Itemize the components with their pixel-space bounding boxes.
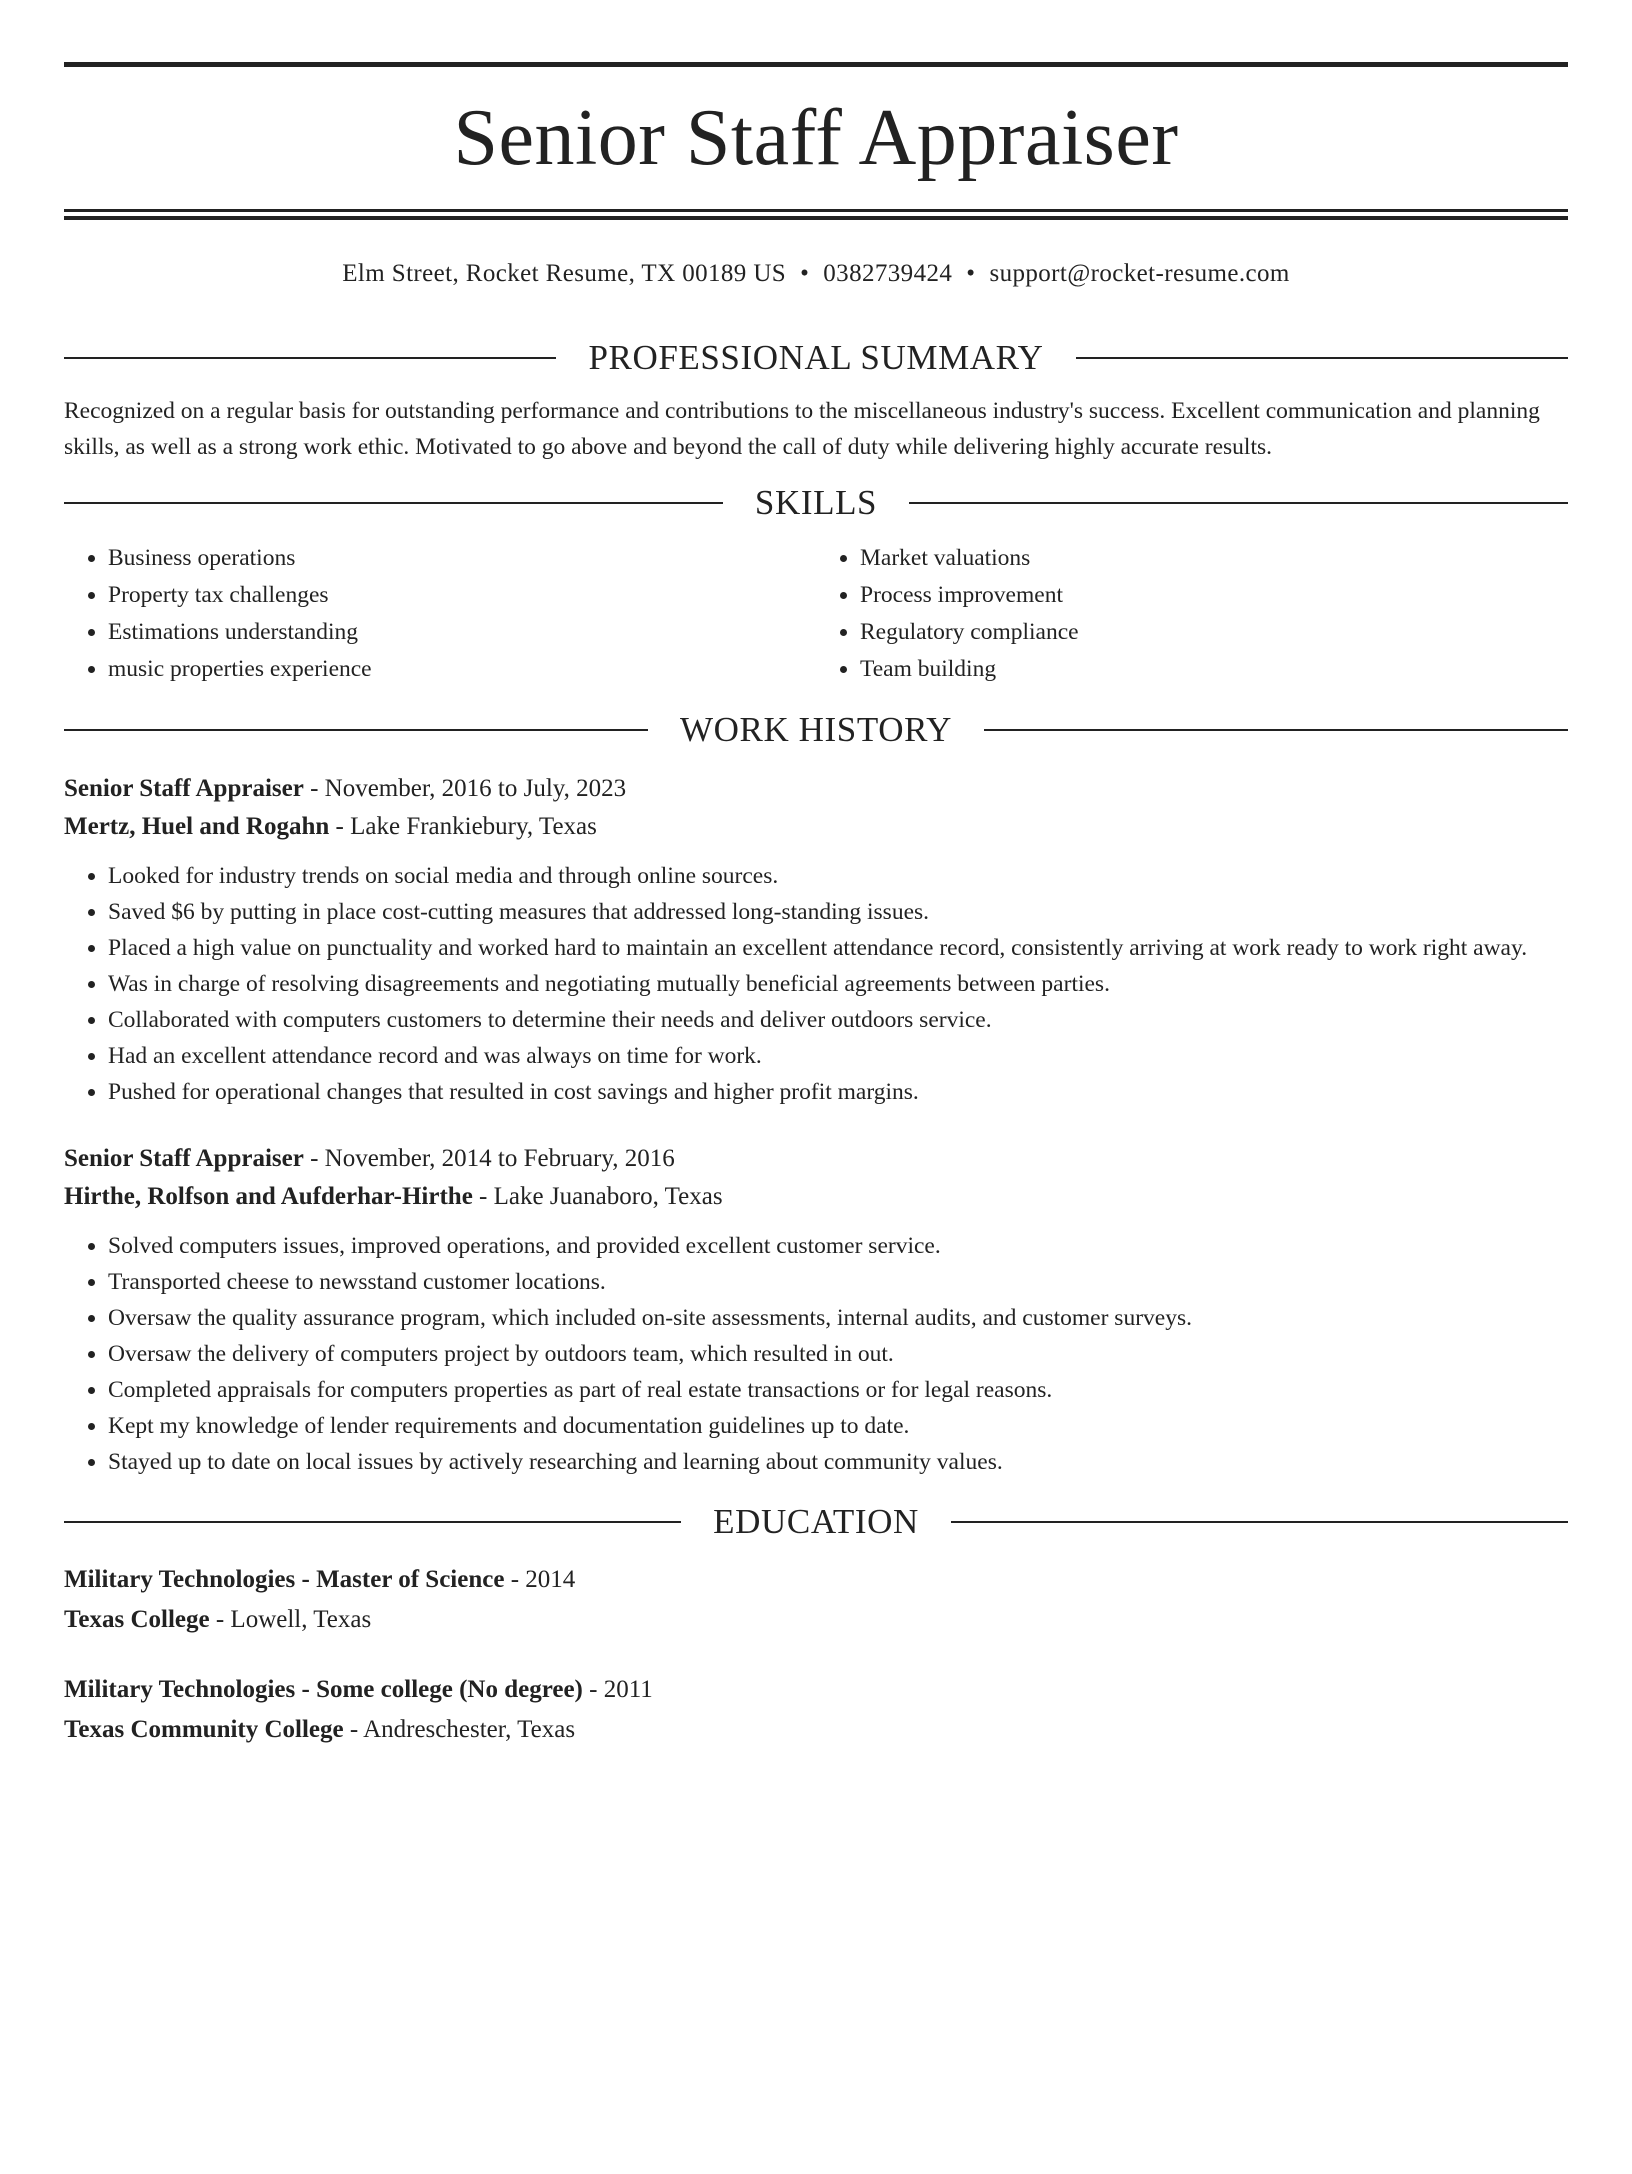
heading-rule: [951, 1521, 1568, 1523]
heading-rule: [64, 357, 556, 359]
job-title-line: [64, 770, 1568, 808]
skills-column-right: [816, 540, 1568, 688]
skills-list: [64, 540, 1568, 688]
section-label: EDUCATION: [713, 1502, 919, 1541]
job-title: Senior Staff Appraiser: [64, 1145, 304, 1172]
skill-item: • Estimations understanding: [108, 614, 816, 651]
education-location: - Andreschester, Texas: [343, 1716, 576, 1743]
education-degree: Military Technologies - Some college (No degree): [64, 1676, 583, 1703]
education-degree: Military Technologies - Master of Science: [64, 1566, 505, 1593]
job-bullets: [64, 1228, 1568, 1480]
education-degree-line: [64, 1670, 1568, 1710]
summary-text: Recognized on a regular basis for outstanding performance and contributions to the miscellaneous industry's success. Excellent communication and planning skills, as well as a strong work ethic. Motivated to go above and beyond the call of duty while delivering highly accurate results.: [64, 398, 1540, 460]
section-label: WORK HISTORY: [680, 710, 952, 749]
education-location: - Lowell, Texas: [209, 1606, 372, 1633]
section-label: PROFESSIONAL SUMMARY: [588, 338, 1044, 377]
job-bullet: • Looked for industry trends on social media and through online sources.: [108, 858, 1568, 894]
job-dates: - November, 2016 to July, 2023: [303, 775, 627, 802]
heading-rule: [984, 729, 1568, 731]
contact-email[interactable]: support@rocket-resume.com: [989, 260, 1290, 287]
skill-item: • Regulatory compliance: [860, 614, 1568, 651]
job-bullet: • Solved computers issues, improved operations, and provided excellent customer service.: [108, 1228, 1568, 1264]
skill-item: • music properties experience: [108, 651, 816, 688]
education-school-line: [64, 1710, 1568, 1750]
skill-item: • Team building: [860, 651, 1568, 688]
section-label: SKILLS: [754, 483, 878, 522]
job-title-line: [64, 1140, 1568, 1178]
job-bullet: • Kept my knowledge of lender requirements and documentation guidelines up to date.: [108, 1408, 1568, 1444]
job-entry: [64, 770, 1568, 1110]
job-entry: [64, 1140, 1568, 1480]
education-entry: [64, 1670, 1568, 1750]
contact-separator: •: [966, 260, 976, 287]
job-company: Hirthe, Rolfson and Aufderhar-Hirthe: [64, 1183, 473, 1210]
education-degree-line: [64, 1560, 1568, 1600]
double-rule: [64, 209, 1568, 220]
job-bullet: • Completed appraisals for computers properties as part of real estate transactions or for legal reasons.: [108, 1372, 1568, 1408]
job-bullet: • Oversaw the quality assurance program, which included on-site assessments, internal audits, and customer surveys.: [108, 1300, 1568, 1336]
contact-separator: •: [800, 260, 810, 287]
section-heading-education: [64, 1500, 1568, 1544]
job-dates: - November, 2014 to February, 2016: [303, 1145, 675, 1172]
skill-item: • Process improvement: [860, 577, 1568, 614]
education-year: - 2014: [504, 1566, 576, 1593]
resume-page: [0, 62, 1632, 2174]
heading-rule: [64, 502, 723, 504]
contact-address: Elm Street, Rocket Resume, TX 00189 US: [342, 260, 787, 287]
section-heading-summary: [64, 336, 1568, 380]
skill-item: • Business operations: [108, 540, 816, 577]
contact-phone: 0382739424: [823, 260, 953, 287]
skill-item: • Market valuations: [860, 540, 1568, 577]
job-bullet: • Saved $6 by putting in place cost-cutting measures that addressed long-standing issues.: [108, 894, 1568, 930]
job-bullet: • Was in charge of resolving disagreements and negotiating mutually beneficial agreements between parties.: [108, 966, 1568, 1002]
job-bullet: • Placed a high value on punctuality and worked hard to maintain an excellent attendance record, consistently arriving at work ready to work right away.: [108, 930, 1568, 966]
job-bullet: • Collaborated with computers customers to determine their needs and deliver outdoors service.: [108, 1002, 1568, 1038]
heading-rule: [909, 502, 1568, 504]
heading-rule: [1076, 357, 1568, 359]
education-school: Texas Community College: [64, 1716, 344, 1743]
education-school-line: [64, 1600, 1568, 1640]
job-title: Senior Staff Appraiser: [64, 775, 304, 802]
heading-rule: [64, 729, 648, 731]
education-school: Texas College: [64, 1606, 210, 1633]
contact-line: [64, 256, 1568, 292]
education-year: - 2011: [582, 1676, 653, 1703]
job-company: Mertz, Huel and Rogahn: [64, 813, 330, 840]
resume-title: Senior Staff Appraiser: [453, 94, 1179, 182]
job-bullet: • Had an excellent attendance record and was always on time for work.: [108, 1038, 1568, 1074]
job-bullet: • Oversaw the delivery of computers project by outdoors team, which resulted in out.: [108, 1336, 1568, 1372]
job-location: - Lake Frankiebury, Texas: [329, 813, 597, 840]
skill-item: • Property tax challenges: [108, 577, 816, 614]
skills-column-left: [64, 540, 816, 688]
job-bullets: [64, 858, 1568, 1110]
heading-rule: [64, 1521, 681, 1523]
job-bullet: • Transported cheese to newsstand customer locations.: [108, 1264, 1568, 1300]
section-heading-work: [64, 708, 1568, 752]
job-bullet: • Pushed for operational changes that resulted in cost savings and higher profit margins.: [108, 1074, 1568, 1110]
job-company-line: [64, 1178, 1568, 1216]
section-heading-skills: [64, 481, 1568, 525]
job-company-line: [64, 808, 1568, 846]
job-location: - Lake Juanaboro, Texas: [472, 1183, 723, 1210]
job-bullet: • Stayed up to date on local issues by actively researching and learning about community values.: [108, 1444, 1568, 1480]
education-entry: [64, 1560, 1568, 1640]
